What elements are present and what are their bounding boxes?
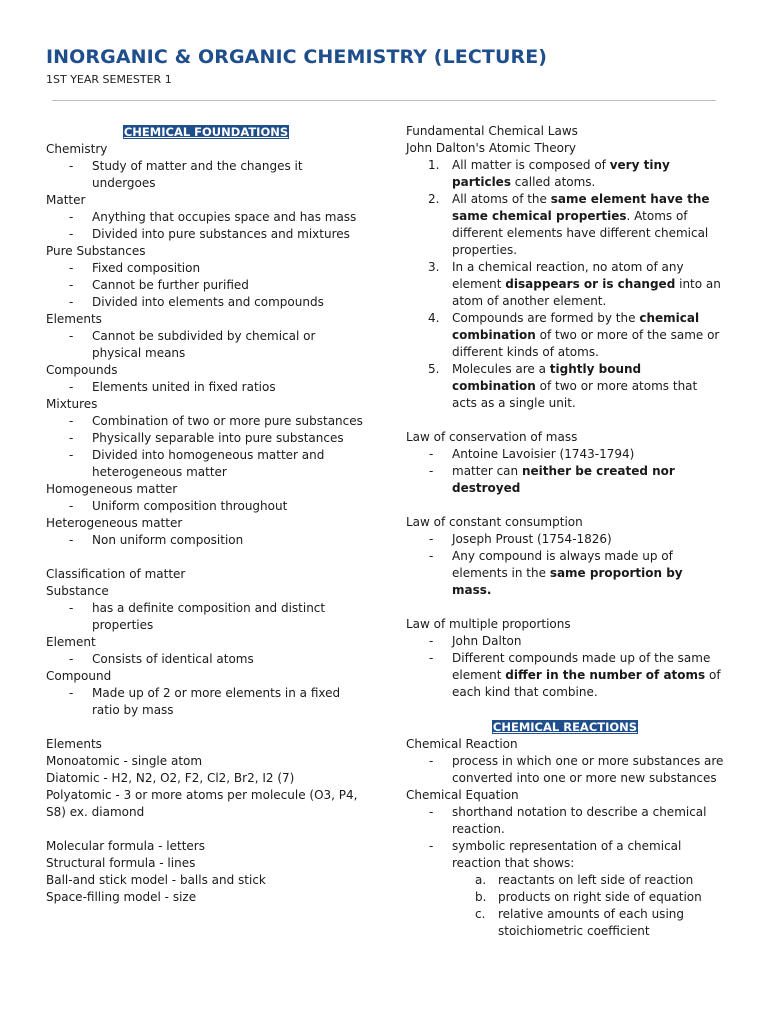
list-marker: - bbox=[69, 448, 74, 462]
list-marker: - bbox=[429, 651, 434, 665]
item-text: Element bbox=[46, 635, 96, 649]
emphasis-text: same proportion by mass. bbox=[452, 566, 683, 597]
list-marker: - bbox=[69, 159, 74, 173]
item-text: John Dalton's Atomic Theory bbox=[406, 141, 577, 155]
list-marker: - bbox=[69, 414, 74, 428]
left-column bbox=[46, 123, 366, 906]
item-text: Divided into pure substances and mixtures bbox=[92, 227, 350, 241]
bullet-item bbox=[46, 294, 366, 311]
list-marker: - bbox=[69, 499, 74, 513]
item-text: shorthand notation to describe a chemical reaction. bbox=[452, 805, 707, 836]
list-marker: - bbox=[69, 652, 74, 666]
bullet-item bbox=[46, 379, 366, 396]
text-line bbox=[46, 787, 366, 821]
emphasis-text: very tiny particles bbox=[452, 158, 670, 189]
emphasis-text: chemical combination bbox=[452, 311, 700, 342]
item-text: Compound bbox=[46, 669, 112, 683]
spacer bbox=[406, 412, 724, 429]
list-marker: 1. bbox=[428, 158, 440, 172]
bullet-item bbox=[46, 498, 366, 515]
item-text: Cannot be subdivided by chemical or physical means bbox=[92, 329, 316, 360]
emphasis-text: same element have the same chemical properties bbox=[452, 192, 710, 223]
lettered-item bbox=[406, 889, 724, 906]
document-subtitle: 1ST YEAR SEMESTER 1 bbox=[46, 73, 172, 86]
list-marker: - bbox=[69, 686, 74, 700]
item-text: Structural formula - lines bbox=[46, 856, 196, 870]
numbered-item bbox=[406, 157, 724, 191]
item-text: Cannot be further purified bbox=[92, 278, 249, 292]
bullet-item bbox=[46, 532, 366, 549]
bullet-item bbox=[46, 413, 366, 430]
list-marker: - bbox=[429, 549, 434, 563]
section-heading bbox=[46, 123, 366, 141]
text-line bbox=[46, 753, 366, 770]
item-text bbox=[452, 549, 683, 597]
spacer bbox=[46, 549, 366, 566]
item-text: Substance bbox=[46, 584, 109, 598]
item-text: Pure Substances bbox=[46, 244, 146, 258]
item-text: Made up of 2 or more elements in a fixed ratio by mass bbox=[92, 686, 341, 717]
list-marker: - bbox=[69, 261, 74, 275]
text-line bbox=[46, 668, 366, 685]
bullet-item bbox=[406, 804, 724, 838]
section-heading-text: CHEMICAL FOUNDATIONS bbox=[123, 125, 289, 139]
item-text: Heterogeneous matter bbox=[46, 516, 183, 530]
item-text bbox=[452, 260, 721, 308]
text-line bbox=[46, 141, 366, 158]
item-text bbox=[452, 362, 697, 410]
list-marker: - bbox=[69, 329, 74, 343]
list-marker: - bbox=[69, 295, 74, 309]
list-marker: - bbox=[429, 805, 434, 819]
text-line bbox=[46, 855, 366, 872]
item-text bbox=[452, 192, 710, 257]
text-line bbox=[46, 481, 366, 498]
text-run: All matter is composed of bbox=[452, 158, 610, 172]
item-text bbox=[452, 158, 670, 189]
emphasis-text: neither be created nor destroyed bbox=[452, 464, 675, 495]
text-line bbox=[46, 243, 366, 260]
item-text: Consists of identical atoms bbox=[92, 652, 254, 666]
bullet-item bbox=[406, 650, 724, 701]
item-text: Law of conservation of mass bbox=[406, 430, 578, 444]
bullet-item bbox=[46, 685, 366, 719]
text-line bbox=[46, 311, 366, 328]
document-title: INORGANIC & ORGANIC CHEMISTRY (LECTURE) bbox=[46, 46, 548, 68]
section-heading bbox=[406, 718, 724, 736]
text-run: Compounds are formed by the bbox=[452, 311, 640, 325]
list-marker: 3. bbox=[428, 260, 440, 274]
item-text: Molecular formula - letters bbox=[46, 839, 205, 853]
item-text bbox=[452, 311, 719, 359]
item-text: Anything that occupies space and has mass bbox=[92, 210, 357, 224]
item-text: relative amounts of each using stoichiometric coefficient bbox=[498, 907, 684, 938]
list-marker: - bbox=[429, 754, 434, 768]
numbered-item bbox=[406, 361, 724, 412]
text-line bbox=[406, 140, 724, 157]
item-text: Non uniform composition bbox=[92, 533, 244, 547]
emphasis-text: disappears or is changed bbox=[505, 277, 676, 291]
text-line bbox=[46, 566, 366, 583]
item-text: Uniform composition throughout bbox=[92, 499, 288, 513]
text-line bbox=[46, 396, 366, 413]
text-run: In a chemical reaction, no atom of any element bbox=[452, 260, 684, 291]
text-line bbox=[46, 770, 366, 787]
text-line bbox=[46, 515, 366, 532]
list-marker: a. bbox=[475, 873, 487, 887]
bullet-item bbox=[406, 838, 724, 872]
text-run: matter can bbox=[452, 464, 522, 478]
text-run: of two or more of the same or different kinds of atoms. bbox=[452, 328, 720, 359]
list-marker: - bbox=[429, 532, 434, 546]
bullet-item bbox=[406, 548, 724, 599]
text-line bbox=[406, 123, 724, 140]
numbered-item bbox=[406, 310, 724, 361]
item-text: Fixed composition bbox=[92, 261, 201, 275]
bullet-item bbox=[46, 277, 366, 294]
emphasis-text: tightly bound combination bbox=[452, 362, 642, 393]
item-text: Divided into elements and compounds bbox=[92, 295, 324, 309]
spacer bbox=[46, 821, 366, 838]
text-line bbox=[46, 634, 366, 651]
item-text: Fundamental Chemical Laws bbox=[406, 124, 578, 138]
item-text: Chemistry bbox=[46, 142, 108, 156]
right-column bbox=[406, 123, 724, 940]
list-marker: 5. bbox=[428, 362, 440, 376]
header-divider bbox=[52, 100, 716, 101]
list-marker: b. bbox=[475, 890, 487, 904]
text-line bbox=[46, 192, 366, 209]
item-text: Joseph Proust (1754-1826) bbox=[452, 532, 612, 546]
bullet-item bbox=[46, 209, 366, 226]
emphasis-text: differ in the number of atoms bbox=[505, 668, 706, 682]
spacer bbox=[406, 497, 724, 514]
numbered-item bbox=[406, 191, 724, 259]
bullet-item bbox=[406, 753, 724, 787]
list-marker: c. bbox=[475, 907, 486, 921]
spacer bbox=[406, 701, 724, 718]
item-text: Diatomic - H2, N2, O2, F2, Cl2, Br2, I2 (7) bbox=[46, 771, 295, 785]
bullet-item bbox=[406, 531, 724, 548]
text-line bbox=[46, 872, 366, 889]
item-text: Antoine Lavoisier (1743-1794) bbox=[452, 447, 635, 461]
numbered-item bbox=[406, 259, 724, 310]
list-marker: - bbox=[69, 380, 74, 394]
item-text: Divided into homogeneous matter and heterogeneous matter bbox=[92, 448, 325, 479]
text-line bbox=[406, 514, 724, 531]
list-marker: - bbox=[429, 447, 434, 461]
item-text: Homogeneous matter bbox=[46, 482, 178, 496]
text-run: of two or more atoms that acts as a single unit. bbox=[452, 379, 698, 410]
text-line bbox=[406, 736, 724, 753]
list-marker: - bbox=[429, 464, 434, 478]
bullet-item bbox=[406, 463, 724, 497]
bullet-item bbox=[46, 447, 366, 481]
item-text bbox=[452, 651, 721, 699]
item-text: has a definite composition and distinct properties bbox=[92, 601, 326, 632]
item-text: products on right side of equation bbox=[498, 890, 702, 904]
bullet-item bbox=[46, 260, 366, 277]
text-line bbox=[46, 362, 366, 379]
item-text: Ball-and stick model - balls and stick bbox=[46, 873, 266, 887]
list-marker: - bbox=[69, 227, 74, 241]
bullet-item bbox=[46, 158, 366, 192]
text-line bbox=[406, 429, 724, 446]
text-run: . Atoms of different elements have different chemical properties. bbox=[452, 209, 709, 257]
text-line bbox=[46, 889, 366, 906]
text-run: of each kind that combine. bbox=[452, 668, 721, 699]
item-text: Combination of two or more pure substances bbox=[92, 414, 363, 428]
item-text: Polyatomic - 3 or more atoms per molecule (O3, P4, S8) ex. diamond bbox=[46, 788, 358, 819]
item-text: Elements united in fixed ratios bbox=[92, 380, 276, 394]
list-marker: - bbox=[429, 839, 434, 853]
list-marker: 4. bbox=[428, 311, 440, 325]
item-text: Study of matter and the changes it undergoes bbox=[92, 159, 303, 190]
bullet-item bbox=[406, 633, 724, 650]
item-text: Space-filling model - size bbox=[46, 890, 197, 904]
item-text: reactants on left side of reaction bbox=[498, 873, 694, 887]
item-text: Classification of matter bbox=[46, 567, 186, 581]
list-marker: - bbox=[69, 533, 74, 547]
item-text: Matter bbox=[46, 193, 86, 207]
item-text: Law of multiple proportions bbox=[406, 617, 571, 631]
item-text: John Dalton bbox=[452, 634, 522, 648]
item-text: Mixtures bbox=[46, 397, 98, 411]
list-marker: - bbox=[69, 431, 74, 445]
text-run: Any compound is always made up of elements in the bbox=[452, 549, 673, 580]
item-text: process in which one or more substances are converted into one or more new substances bbox=[452, 754, 724, 785]
bullet-item bbox=[46, 651, 366, 668]
list-marker: - bbox=[69, 278, 74, 292]
text-run: called atoms. bbox=[510, 175, 596, 189]
text-run: into an atom of another element. bbox=[452, 277, 721, 308]
text-line bbox=[46, 838, 366, 855]
text-run: All atoms of the bbox=[452, 192, 551, 206]
item-text: Compounds bbox=[46, 363, 118, 377]
item-text: Chemical Reaction bbox=[406, 737, 518, 751]
text-line bbox=[46, 583, 366, 600]
text-run: Molecules are a bbox=[452, 362, 550, 376]
item-text: Law of constant consumption bbox=[406, 515, 583, 529]
item-text: Physically separable into pure substances bbox=[92, 431, 344, 445]
item-text: symbolic representation of a chemical reaction that shows: bbox=[452, 839, 682, 870]
list-marker: - bbox=[69, 210, 74, 224]
text-line bbox=[406, 787, 724, 804]
bullet-item bbox=[46, 600, 366, 634]
item-text bbox=[452, 464, 675, 495]
bullet-item bbox=[46, 328, 366, 362]
item-text: Chemical Equation bbox=[406, 788, 519, 802]
bullet-item bbox=[46, 430, 366, 447]
item-text: Elements bbox=[46, 312, 102, 326]
text-line bbox=[406, 616, 724, 633]
list-marker: - bbox=[69, 601, 74, 615]
section-heading-text: CHEMICAL REACTIONS bbox=[492, 720, 638, 734]
list-marker: - bbox=[429, 634, 434, 648]
bullet-item bbox=[46, 226, 366, 243]
text-line bbox=[46, 736, 366, 753]
item-text: Elements bbox=[46, 737, 102, 751]
list-marker: 2. bbox=[428, 192, 440, 206]
text-run: Different compounds made up of the same element bbox=[452, 651, 711, 682]
lettered-item bbox=[406, 872, 724, 889]
lettered-item bbox=[406, 906, 724, 940]
spacer bbox=[46, 719, 366, 736]
item-text: Monoatomic - single atom bbox=[46, 754, 203, 768]
spacer bbox=[406, 599, 724, 616]
bullet-item bbox=[406, 446, 724, 463]
